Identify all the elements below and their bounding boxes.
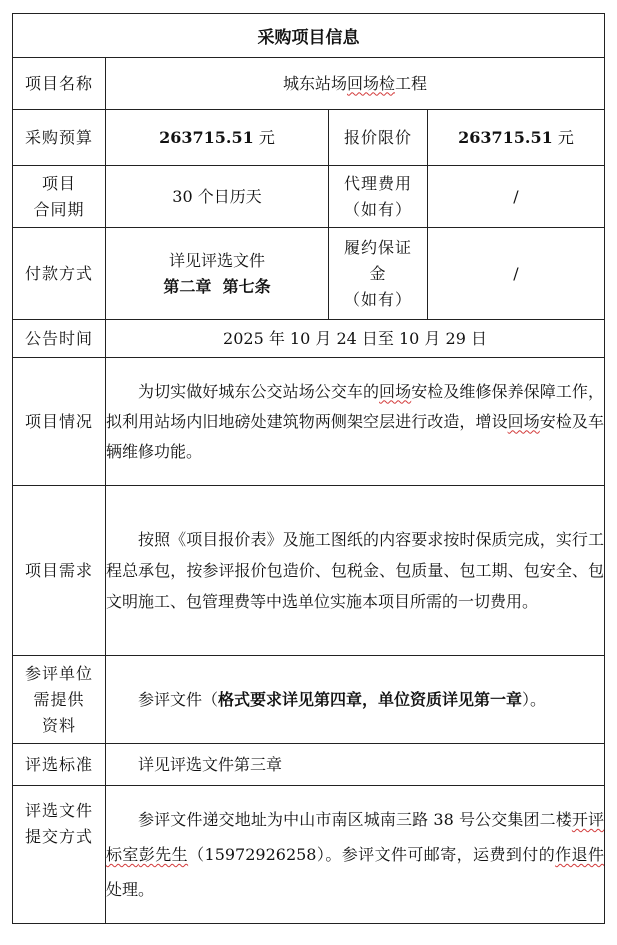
- announcement-value: 2025 年 10 月 24 日至 10 月 29 日: [106, 320, 605, 358]
- performance-bond-label-line2: 金: [369, 263, 387, 283]
- contract-period-label-line2: 合同期: [33, 199, 85, 219]
- situation-marked-1: 回场: [379, 381, 412, 401]
- contract-period-value: 30 个日历天: [106, 166, 329, 228]
- materials-text-post: ）。: [522, 689, 547, 709]
- price-limit-label: 报价限价: [329, 110, 428, 166]
- materials-label-line2: 需提供: [33, 689, 85, 709]
- price-limit-value: [428, 110, 605, 166]
- contract-period-label-line1: 项目: [41, 173, 76, 193]
- budget-unit: 元: [253, 127, 275, 147]
- submission-label: [13, 786, 106, 924]
- submission-marked-1: 开评标室: [106, 810, 604, 864]
- situation-marked-2: 回场: [507, 411, 540, 431]
- project-name-value: [106, 58, 605, 110]
- materials-label: [13, 656, 106, 744]
- materials-label-line3: 资料: [41, 715, 76, 735]
- submission-marked-3: 作退件: [555, 845, 604, 864]
- budget-value: [106, 110, 329, 166]
- payment-value-line2: 第二章 第七条: [163, 276, 271, 296]
- budget-amount: 263715.51: [159, 127, 254, 147]
- criteria-value: 详见评选文件第三章: [106, 744, 605, 786]
- payment-value: [106, 228, 329, 320]
- materials-text-pre: 参评文件（: [138, 689, 219, 709]
- agency-fee-value: /: [428, 166, 605, 228]
- submission-label-line2: 提交方式: [24, 827, 93, 846]
- price-limit-unit: 元: [552, 127, 574, 147]
- price-limit-amount: 263715.51: [458, 127, 553, 147]
- table-title: 采购项目信息: [13, 14, 605, 58]
- project-name-label: 项目名称: [13, 58, 106, 110]
- contract-period-row: [13, 166, 605, 228]
- submission-row: [13, 786, 605, 924]
- procurement-info-table: [12, 13, 605, 924]
- materials-text: [106, 656, 605, 744]
- agency-fee-label-line2: （如有）: [343, 199, 412, 219]
- requirement-label: 项目需求: [13, 486, 106, 656]
- situation-text: [106, 358, 605, 486]
- situation-text-part3: 安检及车辆维修功能。: [106, 411, 604, 461]
- performance-bond-label-line1: 履约保证: [343, 237, 412, 257]
- requirement-row: [13, 486, 605, 656]
- submission-text: [106, 786, 605, 924]
- submission-marked-2: 彭先生: [138, 845, 189, 864]
- performance-bond-label-line3: （如有）: [343, 289, 412, 309]
- submission-text-part1: 参评文件递交地址为中山市南区城南三路 38 号公交集团二楼: [138, 810, 572, 829]
- materials-label-line1: 参评单位: [24, 663, 93, 683]
- contract-period-label: [13, 166, 106, 228]
- payment-row: [13, 228, 605, 320]
- project-name-row: [13, 58, 605, 110]
- agency-fee-label: [329, 166, 428, 228]
- situation-label: 项目情况: [13, 358, 106, 486]
- materials-row: [13, 656, 605, 744]
- payment-value-line1: 详见评选文件: [168, 250, 265, 270]
- announcement-row: [13, 320, 605, 358]
- materials-text-bold: 格式要求详见第四章，单位资质详见第一章: [218, 689, 523, 709]
- announcement-label: 公告时间: [13, 320, 106, 358]
- submission-label-line1: 评选文件: [24, 801, 93, 820]
- title-row: [13, 14, 605, 58]
- situation-row: [13, 358, 605, 486]
- submission-text-part4: 处理。: [106, 880, 155, 899]
- budget-row: [13, 110, 605, 166]
- submission-text-part3: （15972926258）。参评文件可邮寄，运费到付的: [188, 845, 556, 864]
- criteria-label: 评选标准: [13, 744, 106, 786]
- requirement-text: 按照《项目报价表》及施工图纸的内容要求按时保质完成，实行工程总承包，按参评报价包造价、包税金、包质量、包工期、包安全、包文明施工、包管理费等中选单位实施本项目所需的一切费用。: [106, 486, 605, 656]
- project-name-marked-text: 回场检: [346, 73, 395, 93]
- project-name-text: 城东站场: [282, 73, 347, 93]
- performance-bond-label: [329, 228, 428, 320]
- project-name-text-end: 工程: [395, 73, 428, 93]
- criteria-row: [13, 744, 605, 786]
- budget-label: 采购预算: [13, 110, 106, 166]
- situation-text-part2: 安检及维修保养保障工作，拟利用站场内旧地磅处建筑物两侧架空层进行改造，增设: [106, 381, 604, 431]
- situation-text-part1: 为切实做好城东公交站场公交车的: [138, 381, 380, 401]
- agency-fee-label-line1: 代理费用: [343, 173, 412, 193]
- performance-bond-value: /: [428, 228, 605, 320]
- payment-label: 付款方式: [13, 228, 106, 320]
